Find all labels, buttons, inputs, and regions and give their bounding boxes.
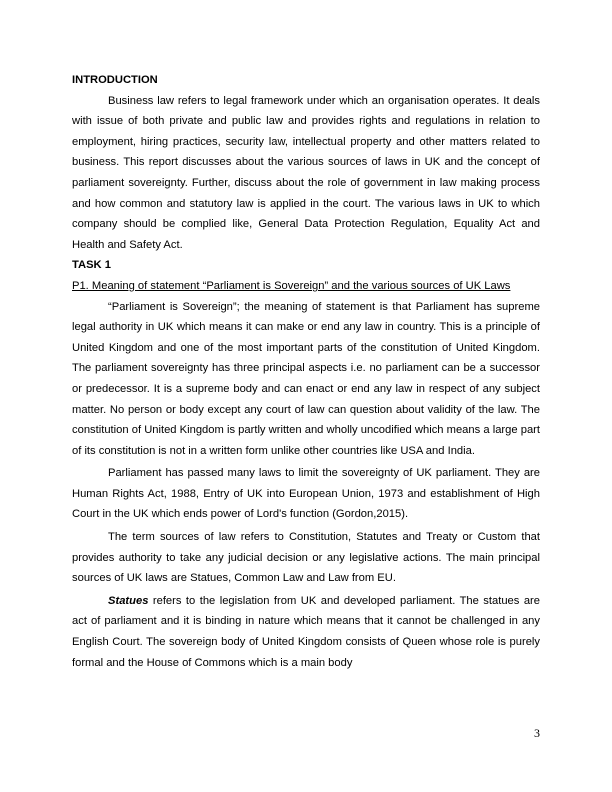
section-subheading: P1. Meaning of statement “Parliament is Sovereign” and the various sources of UK Laws (72, 279, 511, 292)
page-content (72, 70, 540, 673)
body-paragraph-3: The term sources of law refers to Constitution, Statutes and Treaty or Custom that provides authority to take any judicial decision or any legislative actions. The main principal sources of UK laws are Statues, Common Law and Law from EU. (72, 531, 540, 585)
introduction-heading: INTRODUCTION (72, 74, 158, 86)
introduction-paragraph: Business law refers to legal framework under which an organisation operates. It deals with issue of both private and public law and provides rights and regulations in relation to employment, hiring practices, security law, intellectual property and other matters related to business. This report discusses about the various sources of laws in UK and the concept of parliament sovereignty. Further, discuss about the role of government in law making process and how common and statutory law is applied in the court. The various laws in UK to which company should be complied like, General Data Protection Regulation, Equality Act and Health and Safety Act. (72, 94, 540, 251)
body-paragraph-4-text: refers to the legislation from UK and developed parliament. The statues are act of parliament and it is binding in nature which means that it cannot be challenged in any English Court. The sovereign body of United Kingdom consists of Queen whose role is purely formal and the House of Commons which is a main body (72, 594, 540, 669)
page-number: 3 (534, 726, 540, 740)
task-heading: TASK 1 (72, 259, 111, 272)
statues-term: Statues (108, 594, 149, 607)
body-paragraph-2: Parliament has passed many laws to limit the sovereignty of UK parliament. They are Human Rights Act, 1988, Entry of UK into European Union, 1973 and establishment of High Court in the UK which ends power of Lord's function (Gordon,2015). (72, 467, 540, 521)
body-paragraph-4 (72, 591, 540, 673)
body-paragraph-1: “Parliament is Sovereign”; the meaning of statement is that Parliament has supreme legal authority in UK which means it can make or end any law in country. This is a principle of United Kingdom and one of the most important parts of the constitution of United Kingdom. The parliament sovereignty has three principal aspects i.e. no parliament can be a successor or predecessor. It is a supreme body and can enact or end any law in respect of any subject matter. No person or body except any court of law can question about validity of the law. The constitution of United Kingdom is partly written and wholly uncodified which means a large part of its constitution is not in a written form unlike other countries like USA and India. (72, 300, 540, 457)
